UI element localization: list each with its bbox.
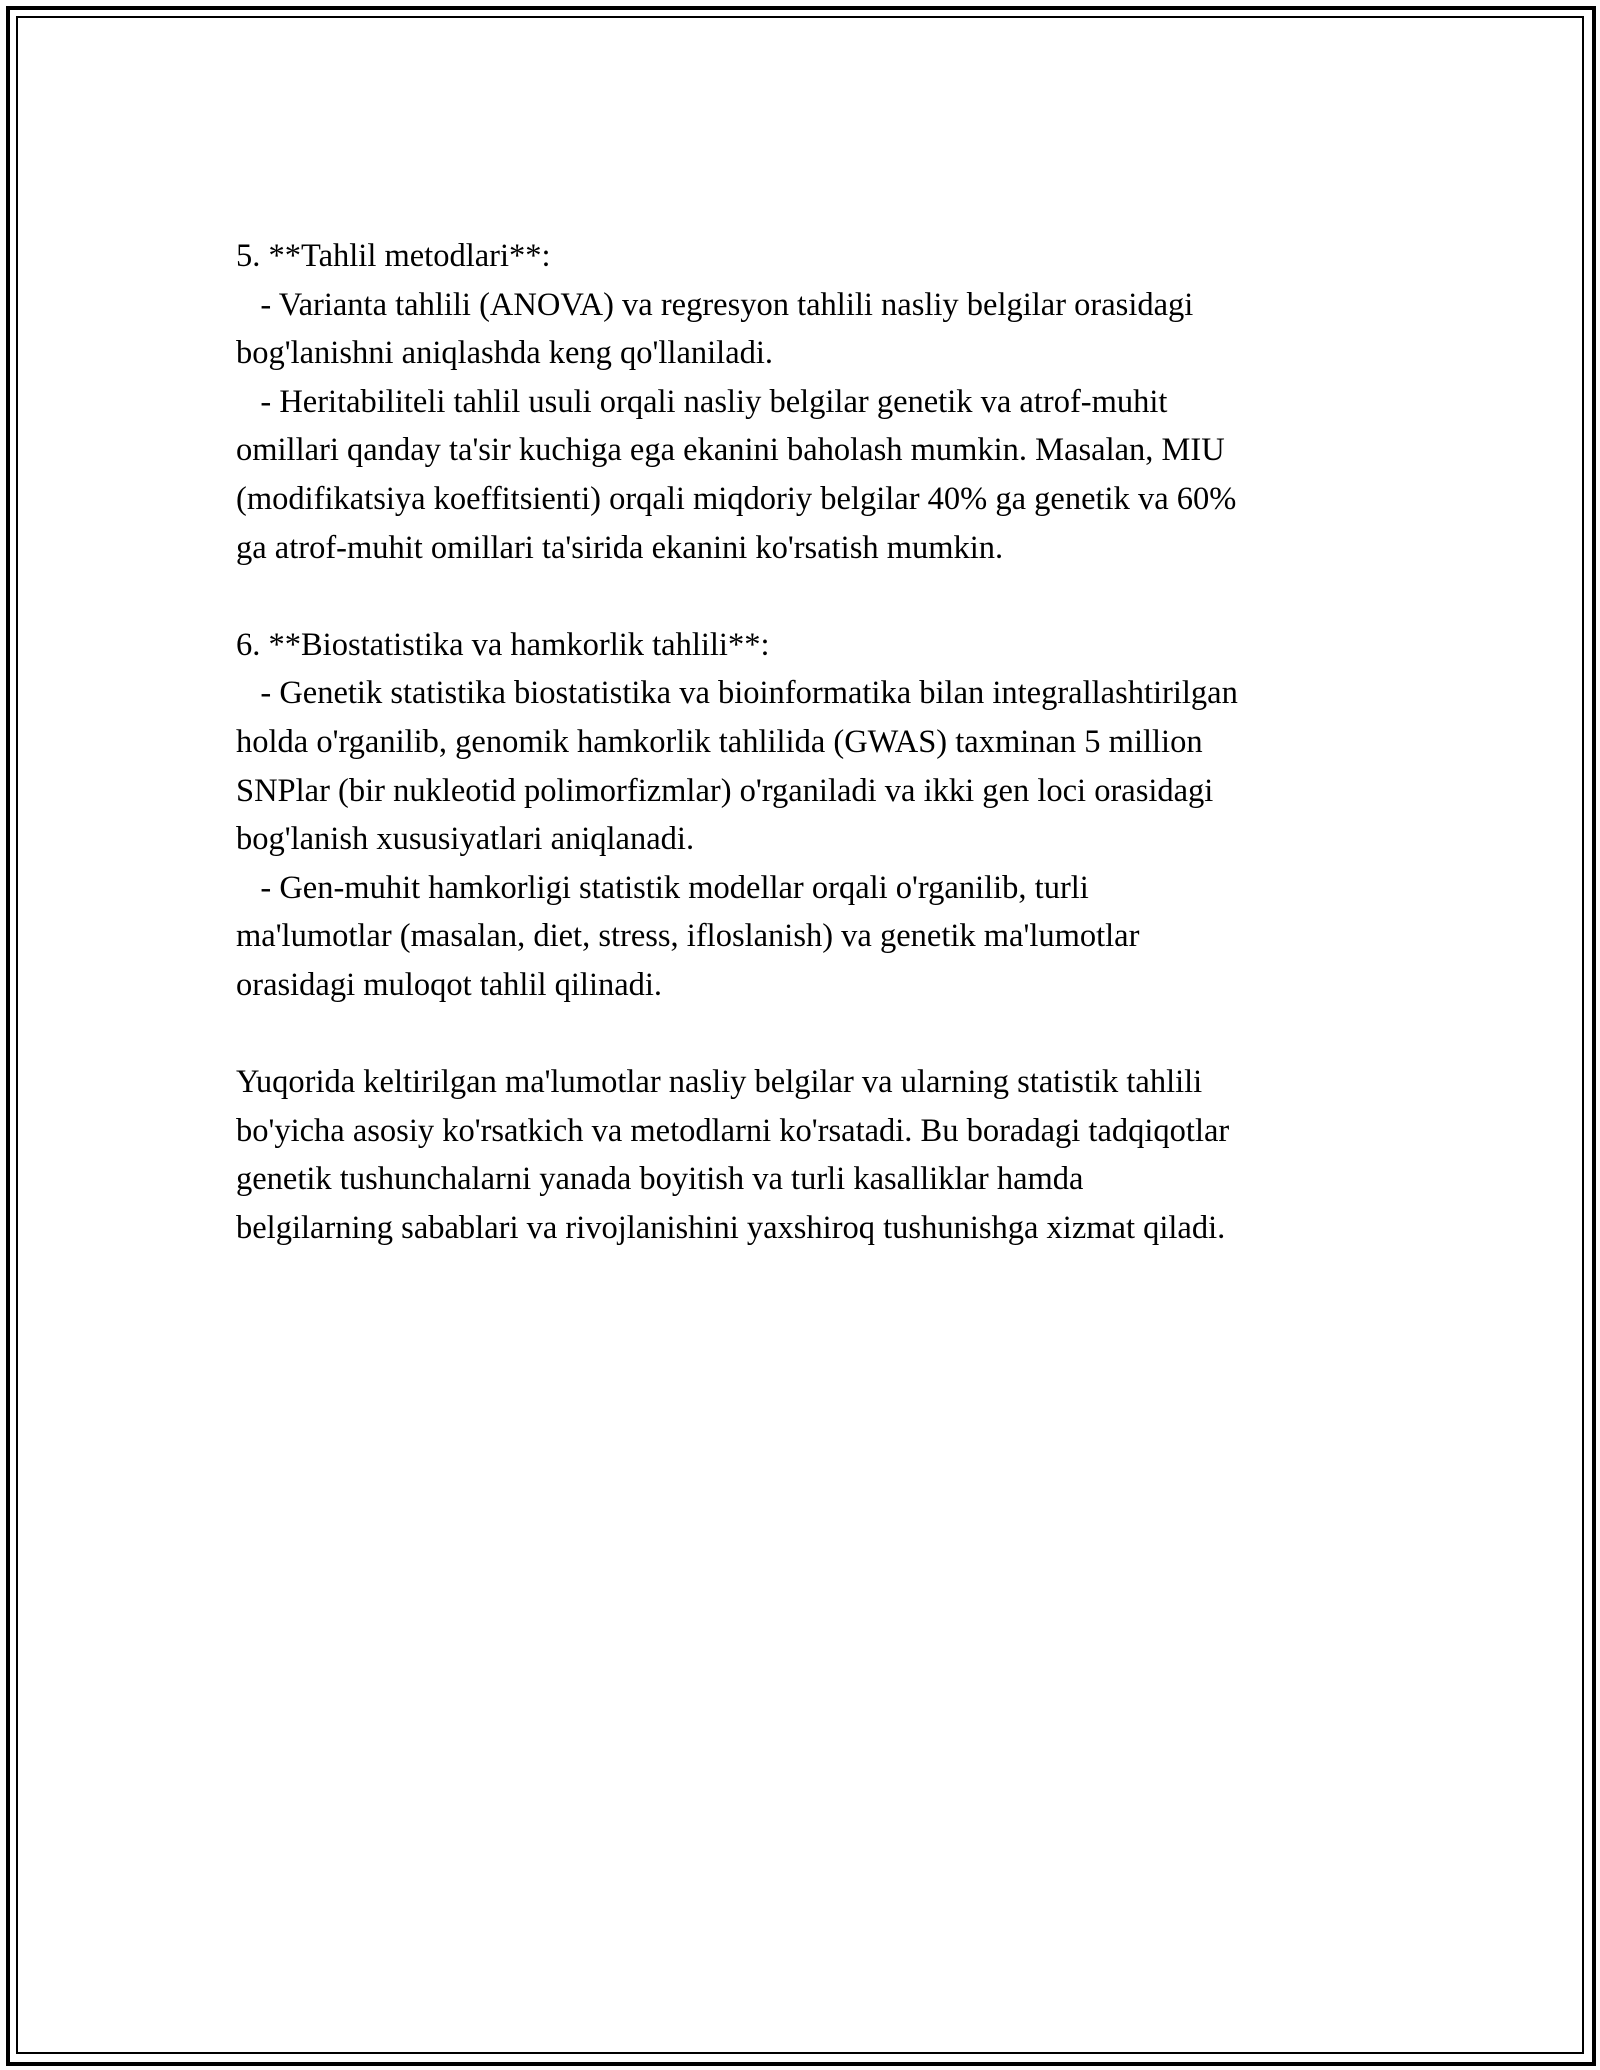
text-line: SNPlar (bir nukleotid polimorfizmlar) o'rganiladi va ikki gen loci orasidagi (236, 772, 1214, 809)
section-6-bullet-1 (236, 669, 1376, 863)
section-5-heading: 5. **Tahlil metodlari**: (236, 238, 551, 274)
conclusion-paragraph (236, 1058, 1376, 1252)
text-line: - Varianta tahlili (ANOVA) va regresyon tahlili nasliy belgilar orasidagi (236, 286, 1194, 323)
section-6-bullet-2 (236, 864, 1376, 1010)
text-line: omillari qanday ta'sir kuchiga ega ekanini baholash mumkin. Masalan, MIU (236, 432, 1225, 469)
text-line: bog'lanishni aniqlashda keng qo'llaniladi. (236, 335, 774, 372)
paragraph-spacer (236, 572, 1376, 621)
section-5 (236, 232, 1376, 572)
section-6-heading: 6. **Biostatistika va hamkorlik tahlili**: (236, 626, 770, 663)
text-line: orasidagi muloqot tahlil qilinadi. (236, 966, 663, 1003)
text-line: genetik tushunchalarni yanada boyitish va turli kasalliklar hamda (236, 1161, 1084, 1198)
section-5-bullet-2 (236, 378, 1376, 572)
text-line: ga atrof-muhit omillari ta'sirida ekanini ko'rsatish mumkin. (236, 529, 1004, 566)
text-line: Yuqorida keltirilgan ma'lumotlar nasliy belgilar va ularning statistik tahlili (236, 1064, 1203, 1101)
text-line: (modifikatsiya koeffitsienti) orqali miqdoriy belgilar 40% ga genetik va 60% (236, 480, 1237, 517)
paragraph-spacer (236, 1010, 1376, 1059)
text-line: bog'lanish xususiyatlari aniqlanadi. (236, 821, 695, 858)
text-line: ma'lumotlar (masalan, diet, stress, ifloslanish) va genetik ma'lumotlar (236, 918, 1140, 955)
text-line: - Heritabiliteli tahlil usuli orqali nasliy belgilar genetik va atrof-muhit (236, 383, 1168, 420)
text-line: holda o'rganilib, genomik hamkorlik tahlilida (GWAS) taxminan 5 million (236, 723, 1203, 760)
text-line: bo'yicha asosiy ko'rsatkich va metodlarni ko'rsatadi. Bu boradagi tadqiqotlar (236, 1112, 1230, 1149)
section-5-bullet-1 (236, 281, 1376, 378)
text-line: - Gen-muhit hamkorligi statistik modellar orqali o'rganilib, turli (236, 869, 1089, 906)
text-line: belgilarning sabablari va rivojlanishini yaxshiroq tushunishga xizmat qiladi. (236, 1209, 1226, 1246)
document-body (236, 232, 1376, 1252)
section-6 (236, 621, 1376, 1010)
text-line: - Genetik statistika biostatistika va bioinformatika bilan integrallashtirilgan (236, 675, 1238, 712)
